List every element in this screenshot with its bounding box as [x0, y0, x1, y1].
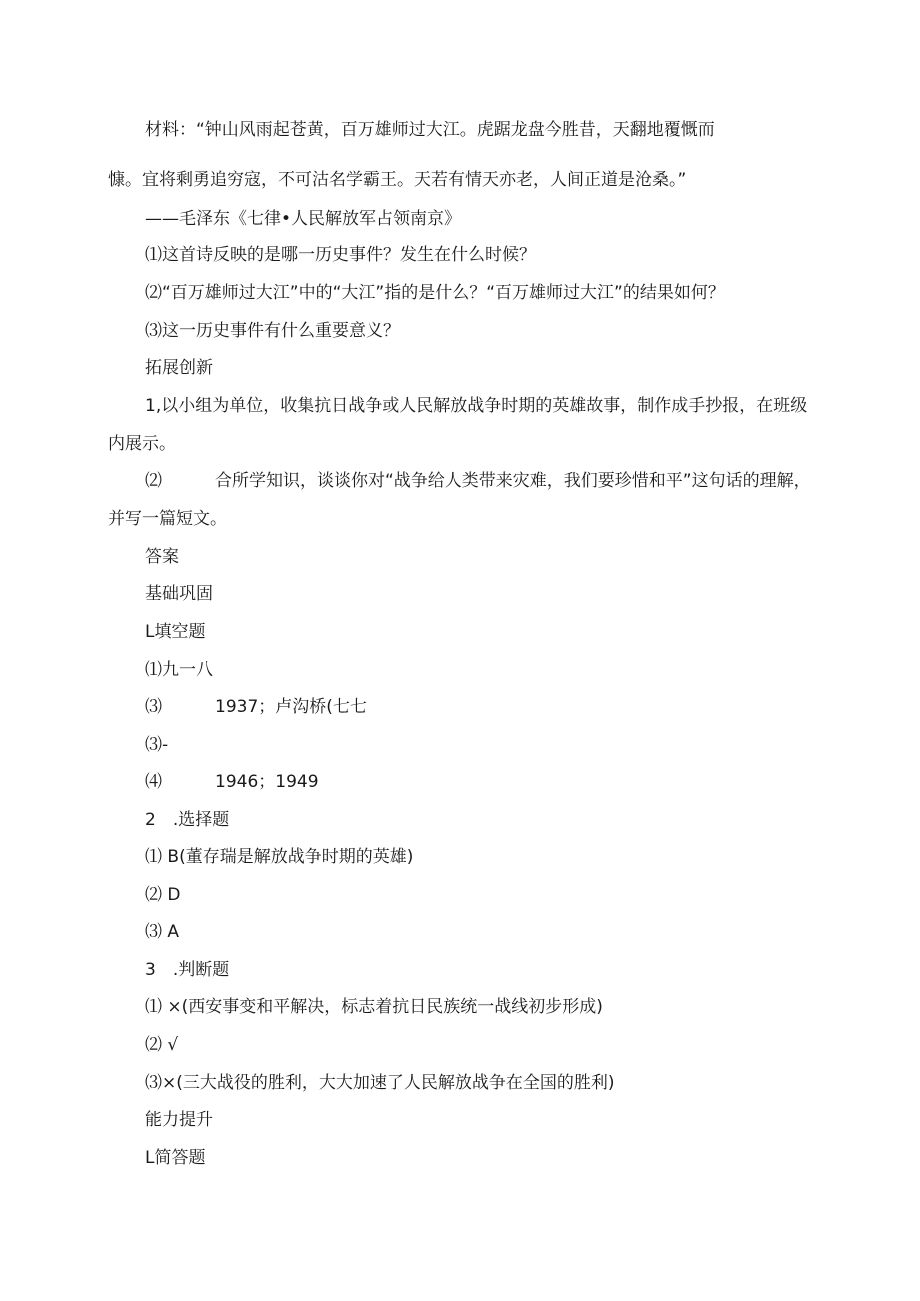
fill-answer-3: ⑶- — [145, 735, 169, 755]
choice-answer-3: ⑶ A — [145, 922, 180, 942]
extension-heading: 拓展创新 — [145, 358, 213, 378]
fill-answer-2-number: ⑶ — [145, 697, 162, 717]
extension-item-2-line-2: 并写一篇短文。 — [108, 509, 227, 529]
fill-answer-1: ⑴九一八 — [145, 660, 213, 680]
material-line-1: 材料：“钟山风雨起苍黄，百万雄师过大江。虎踞龙盘今胜昔，天翻地覆慨而 — [145, 120, 715, 140]
material-line-2: 慷。宜将剩勇追穷寇，不可沽名学霸王。天若有情天亦老，人间正道是沧桑。” — [108, 170, 687, 190]
choice-answer-2: ⑵ D — [145, 885, 181, 905]
fill-answer-4 — [145, 770, 319, 794]
judge-answer-2: ⑵ √ — [145, 1035, 179, 1055]
short-answer-heading: L简答题 — [145, 1148, 206, 1168]
extension-item-2-text: 合所学知识，谈谈你对“战争给人类带来灾难，我们要珍惜和平”这句话的理解， — [215, 471, 811, 491]
extension-item-1-line-1: 1,以小组为单位，收集抗日战争或人民解放战争时期的英雄故事，制作成手抄报，在班级 — [145, 396, 808, 416]
judge-answer-1: ⑴ ×(西安事变和平解决，标志着抗日民族统一战线初步形成) — [145, 997, 603, 1017]
judge-answer-3: ⑶×(三大战役的胜利，大大加速了人民解放战争在全国的胜利) — [145, 1073, 615, 1093]
basic-heading: 基础巩固 — [145, 584, 213, 604]
extension-item-2-line-1 — [145, 469, 811, 493]
extension-item-2-number: ⑵ — [145, 471, 162, 491]
extension-item-1-line-2: 内展示。 — [108, 434, 176, 454]
choice-heading: 2 .选择题 — [145, 810, 230, 830]
question-3: ⑶这一历史事件有什么重要意义？ — [145, 321, 400, 341]
fill-heading: L填空题 — [145, 622, 206, 642]
question-2: ⑵“百万雄师过大江”中的“大江”指的是什么？“百万雄师过大江”的结果如何？ — [145, 283, 725, 303]
judge-heading: 3 .判断题 — [145, 960, 230, 980]
fill-answer-2 — [145, 695, 367, 719]
answers-heading: 答案 — [145, 547, 179, 567]
ability-heading: 能力提升 — [145, 1110, 213, 1130]
fill-answer-2-text: 1937；卢沟桥(七七 — [215, 697, 367, 717]
fill-answer-4-number: ⑷ — [145, 772, 162, 792]
choice-answer-1: ⑴ B(董存瑞是解放战争时期的英雄) — [145, 847, 414, 867]
fill-answer-4-text: 1946；1949 — [215, 772, 319, 792]
question-1: ⑴这首诗反映的是哪一历史事件？发生在什么时候？ — [145, 245, 536, 265]
material-source: ——毛泽东《七律•人民解放军占领南京》 — [145, 209, 462, 229]
